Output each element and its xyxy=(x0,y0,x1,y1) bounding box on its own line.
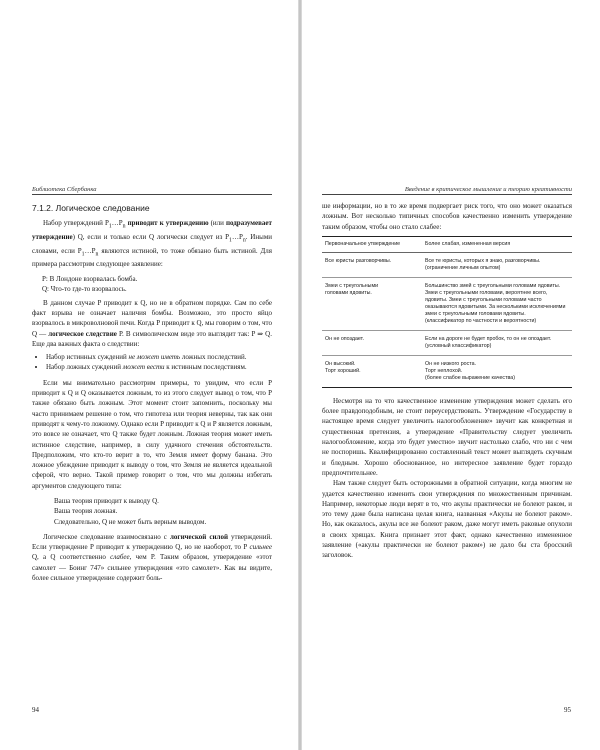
table-header-original: Первоначальное утверждение xyxy=(325,240,401,247)
table-header-weaker: Более слабая, измененная версия xyxy=(425,240,511,247)
table-cell-weaker: Он не низкого роста. Торт неплохой. (более слабое выражение качества) xyxy=(425,360,515,381)
table-row xyxy=(322,277,572,330)
example-statements xyxy=(32,274,272,294)
running-head-rule-right xyxy=(322,194,572,195)
section-title: 7.1.2. Логическое следование xyxy=(32,203,150,213)
table-cell-original: Все юристы разговорчивы. xyxy=(325,257,392,264)
table-row xyxy=(322,252,572,277)
table-cell-original: Он высокий. Торт хороший. xyxy=(325,360,361,374)
weakening-table xyxy=(322,236,572,388)
running-head-right: Введение в критическое мышление и теорию креативности xyxy=(404,186,572,193)
paragraph-logical-consequence: В данном случае P приводит к Q, но не в обратном порядке. Сам по себе факт взрыва не означает наличия бомбы. Возможно, это просто яйцо взорвалось в микроволновой печи. Когда P приводит к Q, мы говорим о том, что Q — логическое следствие P. В символическом виде это выглядит так: P ⇒ Q. Еще два важных факта о следствии: xyxy=(32,298,272,348)
paragraph-overqualification: Несмотря на то что качественное изменение утверждения может сделать его более правдоподобным, не стоит переусердствовать. Утверждение «Государству в настоящее время следует увеличить налогообложение» звучит как конкретная и существенная претензия, а утверждение «Правительству следует увеличить налогообложение, когда это будет уместно» звучит настолько слабо, что ни с чем не поспоришь. Квалифицированно составленный текст может выглядеть скучным и бледным. Хорошо обоснованное, но интересное заявление будет гораздо предпочтительнее. xyxy=(322,396,572,477)
left-page xyxy=(0,0,298,750)
list-item: • Набор ложных суждений может вести к истинным последствиям. xyxy=(46,362,272,372)
argument-line: Ваша теория ложная. xyxy=(54,507,118,516)
table-header-row xyxy=(322,236,572,252)
argument-line: Следовательно, Q не может быть верным выводом. xyxy=(54,517,207,526)
page-number-right: 95 xyxy=(564,706,571,714)
paragraph-logical-strength: Логическое следование взаимосвязано с логической силой утверждений. Если утверждение P приводит к утверждению Q, но не наоборот, то P сильнее Q, а Q соответственно слабее, чем P. Таким образом, утверждение «этот самолет — Боинг 747» сильнее утверждения «это самолет». Как вы видите, более сильное утверждение содержит боль- xyxy=(32,532,272,583)
example-p: P: В Лондоне взорвалась бомба. xyxy=(42,274,138,283)
argument-example xyxy=(32,496,272,527)
table-cell-weaker: Все те юристы, которых я знаю, разговорчивы. (ограничение личным опытом) xyxy=(425,257,541,271)
paragraph-weakening-intro: ше информации, но в то же время подвергает риск того, что оно может оказаться ложным. Вот несколько типичных способов качественно изменить утверждение таким образом, чтобы оно стало слабее: xyxy=(322,202,572,231)
table-cell-original: Змеи с треугольными головами ядовиты. xyxy=(325,282,379,296)
table-row xyxy=(322,355,572,387)
left-page-text xyxy=(32,203,272,583)
table-row xyxy=(322,330,572,355)
table-cell-original: Он не опоздает. xyxy=(325,335,364,342)
list-item: • Набор истинных суждений не может иметь ложных последствий. xyxy=(46,352,272,362)
consequence-facts-list xyxy=(32,352,272,373)
running-head-rule-left xyxy=(32,194,272,195)
right-page xyxy=(302,0,600,750)
page-number-left: 94 xyxy=(32,706,39,714)
paragraph-false-theory: Если мы внимательно рассмотрим примеры, то увидим, что если P приводит к Q и Q оказывается ложным, то из этого следует вывод о том, что P также обязано быть ложным. Этот момент стоит запомнить, поскольку мы часто принимаем решение о том, что гипотеза или теория неверны, так как они приводят к чему-то ложному. Однако если P приводит к Q и P является ложным, это вовсе не означает, что Q также будет ложным. Ложная теория может иметь истинное следствие, например, в силу удачного стечения обстоятельств. Предположим, что кто-то верит в то, что Земля имеет форму банана. Это ложное убеждение приводит к выводу о том, что Земля не является идеальной сферой, что верно. Такой пример говорит о том, что мы должны избегать аргументов следующего типа: xyxy=(32,378,272,490)
right-page-text xyxy=(322,201,572,561)
table-cell-weaker: Если на дороге не будет пробок, то он не опоздает. (условный классификатор) xyxy=(425,335,552,349)
running-head-left: Библиотека Сбербанка xyxy=(32,186,97,193)
table-cell-weaker: Большинство змей с треугольными головами ядовиты. Змеи с треугольными головами, вероятнее всего, ядовиты. Змеи с треугольными головами часто оказываются ядовитыми. За несколькими исключениями змеи с треугольными головами ядовиты. (классификатор по частности и вероятности) xyxy=(425,282,566,324)
argument-line: Ваша теория приводит к выводу Q. xyxy=(54,497,159,505)
paragraph-sharks: Нам также следует быть осторожными в обратной ситуации, когда многим не удается качественно изменить свои утверждения по множественным причинам. Например, некоторые люди верят в то, что акулы практически не болеют раком, и это тему даже была написана целая книга, названная «Акулы не болеют раком». Но, как оказалось, акулы все же болеют раком, даже могут иметь раковые опухоли в своих хрящах. Книга признает этот факт, однако качественно измененное заявление («акулы практически не болеют раком») не дало бы ста бросский заголовок. xyxy=(322,479,572,560)
example-q: Q: Что-то где-то взорвалось. xyxy=(42,284,127,293)
paragraph-entailment-definition: Набор утверждений $P_1\dots P_n$ приводит к утверждению (или подразумевает утверждение) Q, если и только если Q логически следует из $P_1\dots P_n$. Иными словами, если $P_1\dots P_n$ являются истиной, то тоже обязано быть истиной. Для примера рассмотрим следующее заявление: xyxy=(32,219,272,269)
